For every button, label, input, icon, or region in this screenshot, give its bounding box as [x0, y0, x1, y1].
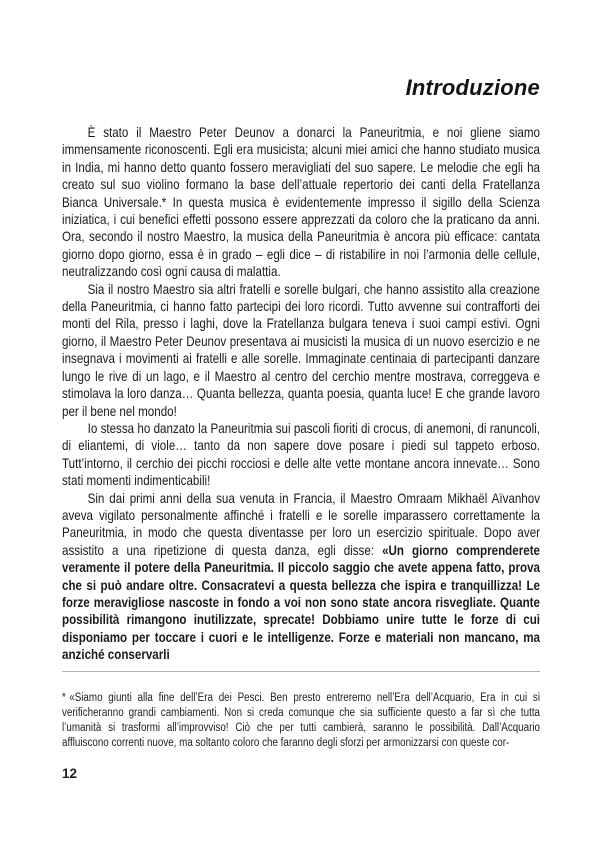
paragraph-run: È stato il Maestro Peter Deunov a donarci la Paneuritmia, e noi gliene siamo immensamente riconoscenti. Egli era musicista; alcuni miei amici che hanno studiato musica in India, mi hanno detto quanto fossero meravigliati del suo sapere. Le melodie che egli ha creato sul suo violino formano la base dell’attuale repertorio dei canti della Fratellanza Bianca Universale.* In questa musica è evidentemente impresso il sigillo della Scienza iniziatica, i cui benefici effetti possono essere apprezzati da coloro che la praticano da anni. Ora, secondo il nostro Maestro, la musica della Paneuritmia è ancora più efficace: cantata giorno dopo giorno, essa è in grado – egli dice – di ristabilire in noi l’armonia delle cellule, neutralizzando così ogni causa di malattia.: [62, 125, 541, 280]
paragraph: [62, 124, 540, 281]
text-column: [62, 124, 540, 752]
paragraph: [62, 420, 540, 490]
paragraph: [62, 490, 540, 664]
footnote-text: «Siamo giunti alla fine dell’Era dei Pesci. Ben presto entreremo nell’Era dell’Acquario, Era in cui si verificheranno grandi cambiamenti. Non si creda comunque che sia sufficiente questo a far sì che tutta l’umanità si trasformi all’improvviso! Ciò che per tutti cambierà, saranno le possibilità. Dall’Acquario affluiscono correnti nuove, ma soltanto coloro che faranno degli sforzi per armonizzarsi con queste cor-: [62, 691, 541, 750]
body-paragraphs: [62, 124, 540, 664]
chapter-title: Introduzione: [405, 74, 540, 100]
paragraph: [62, 281, 540, 420]
page-number: 12: [62, 766, 78, 781]
paragraph-run: Sia il nostro Maestro sia altri fratelli e sorelle bulgari, che hanno assistito alla creazione della Paneuritmia, ci hanno fatto partecipi dei loro ricordi. Tutto avvenne sui contrafforti dei monti del Rila, presso i laghi, dove la Fratellanza bulgara teneva i suoi campi estivi. Ogni giorno, il Maestro Peter Deunov presentava ai musicisti la musica di un nuovo esercizio e ne insegnava i movimenti ai fratelli e alle sorelle. Immaginate centinaia di partecipanti danzare lungo le rive di un lago, e il Maestro al centro del cerchio mentre mostrava, correggeva e stimolava la loro danza… Quanta bellezza, quanta poesia, quanta luce! E che grande lavoro per il bene nel mondo!: [62, 281, 541, 419]
footnote: [62, 691, 540, 752]
paragraph-bold-run: «Un giorno comprenderete veramente il potere della Paneuritmia. Il piccolo saggio che avete appena fatto, prova che si può andare oltre. Consacratevi a questa bellezza che ispira e tranquillizza! Le forze meravigliose nascoste in fondo a voi non sono state ancora risvegliate. Quante possibilità rimangono inutilizzate, sprecate! Dobbiamo unire tutte le forze di cui disponiamo per toccare i cuori e le intelligenze. Forze e materiali non mancano, ma anziché conservarli: [62, 542, 541, 663]
paragraph-run: Sin dai primi anni della sua venuta in Francia, il Maestro Omraam Mikhaël Aïvanhov aveva vigilato personalmente affinché i fratelli e le sorelle imparassero correttamente la Paneuritmia, in modo che questa diventasse per loro un esercizio spirituale. Dopo aver assistito a una ripetizione di questa danza, egli disse:: [62, 490, 541, 558]
footnote-separator-rule: [62, 671, 540, 672]
footnote-marker: *: [62, 691, 66, 704]
paragraph-run: Io stessa ho danzato la Paneuritmia sui pascoli fioriti di crocus, di anemoni, di ranuncoli, di eliantemi, di viole… tanto da non sapere dove posare i piedi sul tappeto erboso. Tutt’intorno, il cerchio dei picchi rocciosi e delle alte vette montane ancora innevate… Sono stati momenti indimenticabili!: [62, 420, 541, 489]
